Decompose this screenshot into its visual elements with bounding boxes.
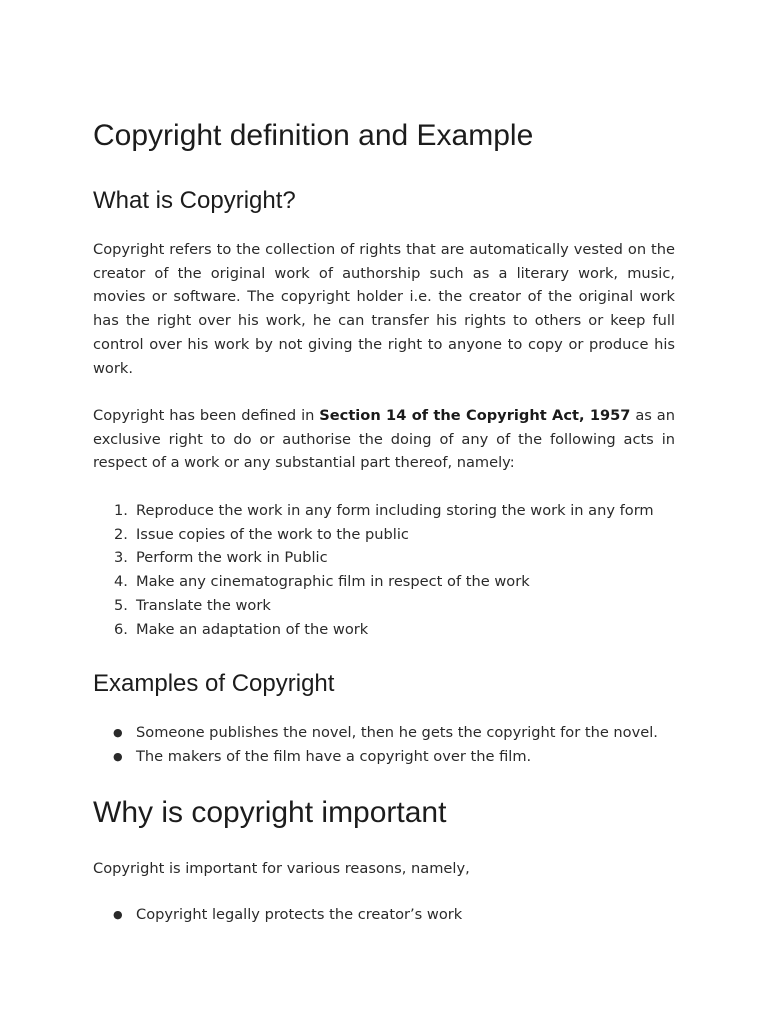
list-item [93, 546, 693, 570]
list-item [93, 499, 693, 523]
list-item [93, 618, 693, 642]
list-item [93, 721, 693, 745]
list-item [93, 903, 693, 927]
document-title: Copyright definition and Example [93, 119, 534, 152]
examples-heading: Examples of Copyright [93, 670, 335, 697]
examples-list [93, 721, 693, 768]
list-number: 5. [114, 596, 128, 614]
list-item [93, 594, 693, 618]
list-item-text: Make an adaptation of the work [136, 620, 369, 638]
list-item [93, 570, 693, 594]
list-number: 2. [114, 525, 128, 543]
copyright-act-section-reference: Section 14 of the Copyright Act, 1957 [319, 407, 631, 424]
list-item-text: Copyright legally protects the creator’s work [136, 906, 463, 923]
copyright-act-paragraph [93, 404, 675, 475]
list-item-text: Translate the work [136, 596, 271, 614]
para2-text-after: as an exclusive right to do or authorise the doing of any of the following acts in respect of a work or any substantial part thereof, namely: [93, 407, 675, 472]
list-number: 6. [114, 620, 128, 638]
copyright-definition-paragraph: Copyright refers to the collection of rights that are automatically vested on the creator of the original work of authorship such as a literary work, music, movies or software. The copyright holder i.e. the creator of the original work has the right over his work, he can transfer his rights to others or keep full control over his work by not giving the right to anyone to copy or produce his work. [93, 241, 675, 377]
bullet-icon: ● [113, 908, 123, 921]
para2-text-before: Copyright has been defined in [93, 407, 320, 424]
list-item [93, 745, 693, 769]
list-number: 4. [114, 573, 128, 591]
list-item-text: Someone publishes the novel, then he gets the copyright for the novel. [136, 724, 658, 741]
list-item-text: Make any cinematographic film in respect of the work [136, 573, 530, 591]
copyright-acts-list [93, 499, 693, 641]
what-is-copyright-heading: What is Copyright? [93, 187, 296, 214]
list-item-text: Reproduce the work in any form including storing the work in any form [136, 502, 654, 519]
list-item-text: Issue copies of the work to the public [136, 525, 409, 543]
list-item-text: The makers of the film have a copyright over the film. [136, 747, 532, 765]
list-item [93, 523, 693, 547]
why-copyright-important-heading: Why is copyright important [93, 796, 447, 829]
reasons-list [93, 903, 693, 927]
why-intro-paragraph: Copyright is important for various reasons, namely, [93, 860, 470, 877]
list-number: 3. [114, 549, 128, 567]
list-number: 1. [114, 502, 128, 519]
list-item-text: Perform the work in Public [136, 549, 328, 567]
bullet-icon: ● [113, 749, 123, 763]
bullet-icon: ● [113, 726, 123, 739]
